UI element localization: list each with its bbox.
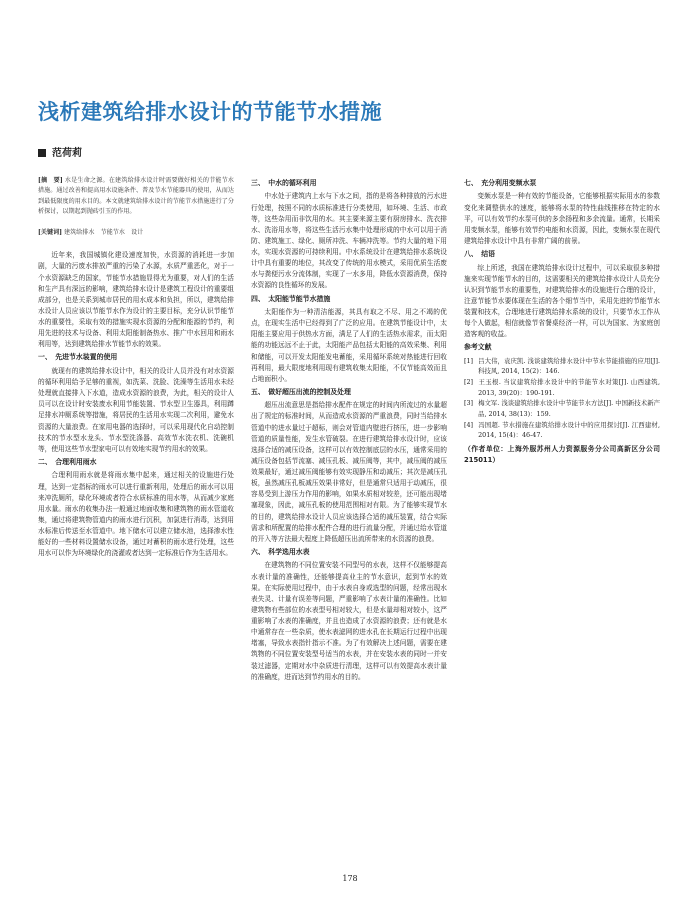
reference-text: 吕大伟，袁庆凯. 浅谈建筑给排水设计中节水节能措施的应用[J]. 科技风, 2014, 15(2)：146. <box>478 356 660 376</box>
reference-item <box>464 377 660 398</box>
section-heading: 七、 充分利用变频水泵 <box>464 179 537 187</box>
reference-item <box>464 398 660 419</box>
author-name: 范荷莉 <box>52 148 82 159</box>
section-body: 在建筑物的不同位置安装不同型号的水表，这样不仅能够提高水表计量的准确性，还能够提高业主的节水意识，起到节水的效果。在实际使用过程中，由于水表自身或选型的问题，经常出现水表失灵、计量有误差等问题，严重影响了水表计量的准确性。比如建筑物有些部位的水表型号相对较大，但是水量却相对较小，这严重影响了水表的准确度，并且也造成了水资源的浪费；还有就是水中通常存在一些杂质，使水表滤网的进水孔在长期运行过程中出现堵塞，导致水表指针指示不准。为了有效解决上述问题，需要在建筑物的不同位置安装型号适当的水表，并在安装水表的同时一并安装过滤器，定期对水中杂质进行清理，这样可以有效提高水表计量的准确度，进而达到节约用水的目的。 <box>251 561 447 681</box>
abstract-text: 水是生命之源。在建筑给排水设计时需要做好相关的节能节水措施。通过改善和提高用水设施条件、普及节水节能器具的使用，从而达到最低限度的用水目的。本文就建筑给排水设计的节能节水措施进行了分析探讨，以期起到抛砖引玉的作用。 <box>38 177 234 216</box>
section-heading: 四、 太阳能节能节水措施 <box>251 294 331 303</box>
reference-text: 冯国超. 节水措施在建筑给排水设计中的应用探讨[J]. 江西建材, 2014, 15(4)：46-47. <box>478 420 660 440</box>
abstract-label: [摘 要] <box>38 177 63 184</box>
article-title: 浅析建筑给排水设计的节能节水措施 <box>38 100 382 124</box>
column-1 <box>38 176 234 559</box>
section-heading: 六、 科学选用水表 <box>251 547 310 556</box>
section-body: 中水处于建筑内上水与下水之间，指的是将各种排放的污水进行处理，按照不同的水质标准进行分类使用，如环境、生活、市政等，这些杂用而非饮用的水。其主要来源主要有厨房排水、洗衣排水、洗浴用水等，将这些生活污水集中处理形成的中水可以用于消防、建筑施工、绿化、厕所冲洗、车辆冲洗等。节约大量的地下用水，实现水资源的可持续利用。中水系统设计在建筑给排水系统设计中具有重要的地位，其改变了传统的用水模式，采用优质生活废水与粪便污水分流体制，实现了一水多用，降低水资源消费，保持水资源的良性循环的发展。 <box>251 192 447 290</box>
reference-item <box>464 420 660 441</box>
references-heading: 参考文献 <box>464 343 492 352</box>
section-body: 合理利用雨水就是将雨水集中起来，通过相关的设施进行处理，达到一定指标的雨水可以进行重新利用，处理后的雨水可以用来冲洗厕所，绿化环境或者符合水质标准的用水等，从而减少家庭用水量。雨水的收集办法一般通过地面收集和建筑物的雨水管道收集，通过将建筑物管道内的雨水进行沉积，加氯进行消毒，达到用水标准后传送至水管道中。地下储水可以建立储水池，选择渗水性能好的一些材料设置储水设备，通过对蓄积的雨水进行处理，这些用水可以作为环境绿化的浇灌或者达到一定标准后作为生活用水。 <box>38 471 234 558</box>
section-body: 综上所述，我国在建筑给排水设计过程中，可以采取很多种措施来实现节能节水的目的，这需要相关的建筑给排水设计人员充分认识到节能节水的重要性，对建筑给排水的设施进行合理的设计，注意节能节水要体现在生活的各个细节当中，采用先进的节能节水装置和技术，合理地进行建筑给排水系统的设计，只要节水工作从每个人做起，相信就像节省餐桌经济一样，可以为国家、为家庭创造客观的收益。 <box>464 263 660 339</box>
keywords <box>38 228 234 238</box>
column-2 <box>251 176 447 683</box>
section-heading: 一、 先进节水装置的使用 <box>38 353 118 362</box>
section-heading: 三、 中水的循环利用 <box>251 179 317 187</box>
intro-paragraph: 近年来，我国城镇化建设速度加快，水资源的消耗进一步加剧，大量的污废水排放严重的污染了水源，水质严重恶化，对于一个水资源缺乏的国家，节能节水措施显得尤为重要，对人们的生活和生产具有深远的影响，建筑给排水设计是建筑工程设计的重要组成部分，也是关系到城市居民的用水成本和负担，所以，建筑给排水设计人员应该以节能节水作为设计的主要目标，充分认识节能节水的重要性，采取有效的措施实现水资源的分配和能源的节约，利用先进的技术与设备、利用太阳能制备热水、推广中水回用和雨水利用等，达到建筑给排水节能节水的效果。 <box>38 251 234 349</box>
author-affiliation: （作者单位：上海外服苏州人力资源服务分公司高新区分公司 215011） <box>464 444 660 465</box>
section-heading: 五、 做好超压出流的控制及处理 <box>251 387 351 396</box>
reference-text: 王玉根. 当议建筑给排水设计中的节能节水对策[J]. 山西建筑, 2013, 39(20)：190-191. <box>478 378 660 397</box>
section-body: 太阳能作为一种清洁能源，其具有取之不尽、用之不竭的优点，在现实生活中已经得到了广泛的应用。在建筑节能设计中，太阳能主要应用于供热水方面，满足了人们的生活热水需求，而太阳能的功能远远不止于此，太阳能产品包括太阳能的高效采集、利用和储能，可以开发太阳能发电蓄能，采用循环系统对热能进行回收再利用，最大限度地利用现有建筑收集太阳能，不仅节能高效而且占地面积小。 <box>251 308 447 383</box>
reference-number: [4] <box>464 420 474 429</box>
section-heading: 八、 结语 <box>464 250 496 259</box>
abstract <box>38 176 234 218</box>
square-bullet-icon <box>38 149 46 157</box>
section-body: 超压出流意思是指给排水配件在规定的时间内所流过的水量超出了规定的标准时间，从而造成水资源的严重浪费，同时当给排水管道中的进水量过于超标，则会对管道内壁进行挤压，进一步影响管道的质量性能，发生水管破裂。在进行建筑给排水设计时，应该选择合适的减压设备，这样可以有效控制底层的水压，通常采用的减压设备包括节流塞、减压孔板、减压阀等，其中，减压阀的减压效果最好，通过减压阀能够有效实现静压和动减压；其次是减压孔板，虽然减压孔板减压效果非常好，但是通常只适用于动减压，很容易受到上游压力作用的影响，如果水质相对较差，还可能出现堵塞现象，因此，减压孔板的使用范围相对有限。为了能够实现节水的目的，建筑给排水设计人员应该选择合适的减压装置，结合实际需求和所配置的给排水配件合理的进行流量分配，并通过给水管道的开入等方法最大程度上降低超压出流所带来的水资源的浪费。 <box>251 401 447 543</box>
section-body: 就现有的建筑给排水设计中，相关的设计人员并没有对水资源的循环利用给予足够的重视，如洗菜、洗脸、洗澡等生活用水未经处理就直接排入下水道，造成水资源的浪费，为此，相关的设计人员可以在设计时安装废水利用节能装置、节水型卫生器具，利用蹲足排水冲厕系统等措施，将居民的生活用水实现二次利用，避免水资源的大量浪费。在家用电器的选择时，可以采用现代化自动控制技术的节水型水龙头、节水型洗涤器、高效节水洗衣机、洗碗机等，使用这些节水型家电可以有效地实现节约用水的效果。 <box>38 366 234 453</box>
page-number: 178 <box>342 874 358 883</box>
reference-number: [3] <box>464 399 474 408</box>
reference-item <box>464 356 660 377</box>
section-body: 变频水泵是一种有效的节能设备，它能够根据实际用水的参数变化来调整供水的速度，能够将水泵的特性曲线推移在特定的水平，可以有效节约水泵可供的多余扬程和多余流量。通常，长期采用变频水泵，能够有效节约电能和水资源，因此，变频水泵在现代建筑给排水设计中具有非常广阔的前景。 <box>464 192 660 245</box>
section-heading: 二、 合理利用雨水 <box>38 457 97 466</box>
reference-number: [1] <box>464 356 474 365</box>
author-line <box>38 144 82 159</box>
keywords-label: [关键词] <box>38 228 63 236</box>
reference-number: [2] <box>464 378 474 387</box>
column-3 <box>464 176 660 466</box>
reference-text: 梅文军. 浅谈建筑给排水设计中节能节水方法[J]. 中国新技术新产品, 2014, 38(13)：159. <box>478 399 660 418</box>
keywords-text: 建筑给排水 节能节水 设计 <box>64 228 144 236</box>
